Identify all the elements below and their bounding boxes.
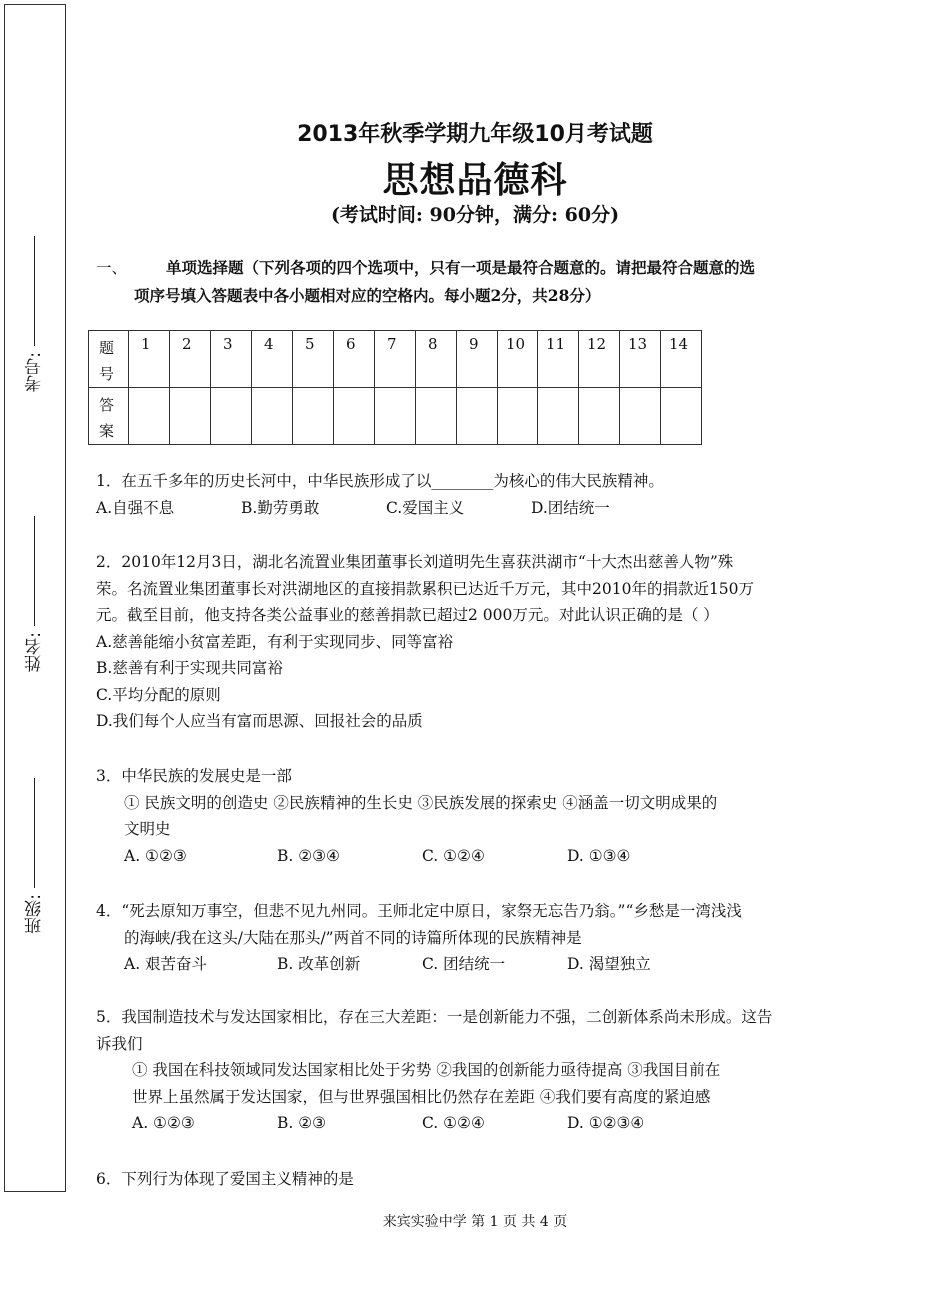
question-number-cell: 14 bbox=[661, 331, 702, 388]
option-a: A.自强不息 bbox=[96, 498, 175, 517]
question-5-line-1: 5．我国制造技术与发达国家相比，存在三大差距：一是创新能力不强，二创新体系尚未形成。这告 bbox=[96, 1008, 773, 1026]
option-d: D. 渴望独立 bbox=[567, 955, 651, 973]
question-5-items-line-1: ① 我国在科技领域同发达国家相比处于劣势 ②我国的创新能力亟待提高 ③我国目前在 bbox=[132, 1061, 721, 1079]
question-4-options bbox=[96, 951, 866, 978]
class-line bbox=[34, 778, 35, 888]
answer-cell[interactable] bbox=[293, 388, 334, 445]
question-5-options bbox=[96, 1110, 866, 1137]
question-6 bbox=[96, 1166, 866, 1193]
answer-table bbox=[88, 330, 702, 445]
option-a: A. 艰苦奋斗 bbox=[124, 955, 208, 973]
exam-title: 2013年秋季学期九年级10月考试题 bbox=[297, 122, 653, 147]
section-title: 单项选择题 bbox=[166, 258, 244, 277]
answer-cell[interactable] bbox=[334, 388, 375, 445]
answer-cell[interactable] bbox=[129, 388, 170, 445]
question-number-cell: 9 bbox=[457, 331, 498, 388]
question-number-cell: 10 bbox=[498, 331, 538, 388]
question-2-line-1: 2．2010年12月3日，湖北名流置业集团董事长刘道明先生喜获洪湖市“十大杰出慈善人物”殊 bbox=[96, 553, 734, 571]
table-row bbox=[89, 331, 702, 388]
exam-number-label: 考号: bbox=[24, 352, 45, 392]
name-field[interactable] bbox=[12, 516, 56, 672]
question-1 bbox=[96, 468, 866, 521]
row-label-question: 题号 bbox=[89, 331, 129, 388]
name-line bbox=[34, 516, 35, 626]
question-3-items-line-1: ① 民族文明的创造史 ②民族精神的生长史 ③民族发展的探索史 ④涵盖一切文明成果的 bbox=[124, 793, 718, 812]
section-instruction-b: 项序号填入答题表中各小题相对应的空格内。每小题2分，共28分） bbox=[134, 286, 601, 305]
section-number: 一、 bbox=[96, 259, 128, 277]
option-d: D.我们每个人应当有富而思源、回报社会的品质 bbox=[96, 712, 423, 730]
option-d: D. ①②③④ bbox=[567, 1114, 645, 1132]
answer-cell[interactable] bbox=[620, 388, 661, 445]
exam-info: (考试时间: 90分钟，满分: 60分) bbox=[330, 204, 620, 226]
answer-cell[interactable] bbox=[579, 388, 620, 445]
question-5-items-line-2: 世界上虽然属于发达国家，但与世界强国相比仍然存在差距 ④我们要有高度的紧迫感 bbox=[132, 1087, 711, 1106]
option-d: D. ①③④ bbox=[567, 846, 631, 865]
option-c: C. ①②④ bbox=[422, 846, 485, 865]
class-label: 班级: bbox=[24, 894, 45, 934]
answer-cell[interactable] bbox=[211, 388, 252, 445]
answer-cell[interactable] bbox=[457, 388, 498, 445]
option-a: A.慈善能缩小贫富差距，有利于实现同步、同等富裕 bbox=[96, 632, 454, 651]
question-2-line-2: 荣。名流置业集团董事长对洪湖地区的直接捐款累积已达近千万元，其中2010年的捐款近150万 bbox=[96, 579, 755, 598]
question-number-cell: 12 bbox=[579, 331, 620, 388]
question-6-stem: 6．下列行为体现了爱国主义精神的是 bbox=[96, 1170, 354, 1188]
question-5-line-2: 诉我们 bbox=[96, 1034, 143, 1053]
question-3-stem: 3．中华民族的发展史是一部 bbox=[96, 767, 292, 785]
page-footer: 来宾实验中学 第 1 页 共 4 页 bbox=[382, 1214, 568, 1230]
question-2 bbox=[96, 549, 866, 735]
option-b: B. ②③④ bbox=[277, 846, 340, 865]
class-field[interactable] bbox=[12, 778, 56, 934]
answer-cell[interactable] bbox=[252, 388, 293, 445]
exam-number-line bbox=[34, 236, 35, 346]
answer-cell[interactable] bbox=[498, 388, 538, 445]
answer-cell[interactable] bbox=[170, 388, 211, 445]
question-3-options bbox=[96, 843, 866, 870]
option-b: B.勤劳勇敢 bbox=[241, 498, 320, 517]
question-1-stem: 1．在五千多年的历史长河中，中华民族形成了以________为核心的伟大民族精神。 bbox=[96, 472, 664, 490]
answer-cell[interactable] bbox=[375, 388, 416, 445]
question-3-items-line-2: 文明史 bbox=[124, 820, 171, 838]
answer-cell[interactable] bbox=[661, 388, 702, 445]
answer-cell[interactable] bbox=[538, 388, 579, 445]
option-a: A. ①②③ bbox=[132, 1114, 195, 1132]
question-5 bbox=[96, 1004, 866, 1137]
section-heading bbox=[96, 254, 866, 309]
question-4-line-2: 的海峡/我在这头/大陆在那头/”两首不同的诗篇所体现的民族精神是 bbox=[124, 928, 582, 947]
exam-number-field[interactable] bbox=[12, 236, 56, 392]
answer-cell[interactable] bbox=[416, 388, 457, 445]
option-c: C.平均分配的原则 bbox=[96, 685, 221, 704]
question-number-cell: 3 bbox=[211, 331, 252, 388]
table-row bbox=[89, 388, 702, 445]
question-number-cell: 5 bbox=[293, 331, 334, 388]
question-number-cell: 7 bbox=[375, 331, 416, 388]
subject-title: 思想品德科 bbox=[382, 160, 568, 201]
question-2-line-3: 元。截至目前，他支持各类公益事业的慈善捐款已超过2 000万元。对此认识正确的是（ ） bbox=[96, 606, 719, 624]
option-c: C. ①②④ bbox=[422, 1114, 485, 1132]
option-b: B. 改革创新 bbox=[277, 955, 361, 973]
option-a: A. ①②③ bbox=[124, 846, 187, 865]
question-number-cell: 13 bbox=[620, 331, 661, 388]
option-d: D.团结统一 bbox=[531, 498, 610, 517]
section-instruction-a: （下列各项的四个选项中，只有一项是最符合题意的。请把最符合题意的选 bbox=[243, 258, 756, 277]
option-c: C.爱国主义 bbox=[386, 498, 465, 517]
question-4-line-1: 4．“死去原知万事空，但悲不见九州同。王师北定中原日，家祭无忘告乃翁。”“乡愁是一湾浅浅 bbox=[96, 902, 742, 920]
question-3 bbox=[96, 763, 866, 869]
option-b: B.慈善有利于实现共同富裕 bbox=[96, 659, 283, 677]
option-b: B. ②③ bbox=[277, 1114, 327, 1132]
question-1-options bbox=[96, 495, 866, 522]
question-number-cell: 11 bbox=[538, 331, 579, 388]
row-label-answer: 答案 bbox=[89, 388, 129, 445]
question-number-cell: 2 bbox=[170, 331, 211, 388]
question-4 bbox=[96, 898, 866, 978]
option-c: C. 团结统一 bbox=[422, 955, 506, 973]
question-number-cell: 6 bbox=[334, 331, 375, 388]
question-number-cell: 4 bbox=[252, 331, 293, 388]
name-label: 姓名: bbox=[24, 632, 45, 672]
question-number-cell: 8 bbox=[416, 331, 457, 388]
question-number-cell: 1 bbox=[129, 331, 170, 388]
